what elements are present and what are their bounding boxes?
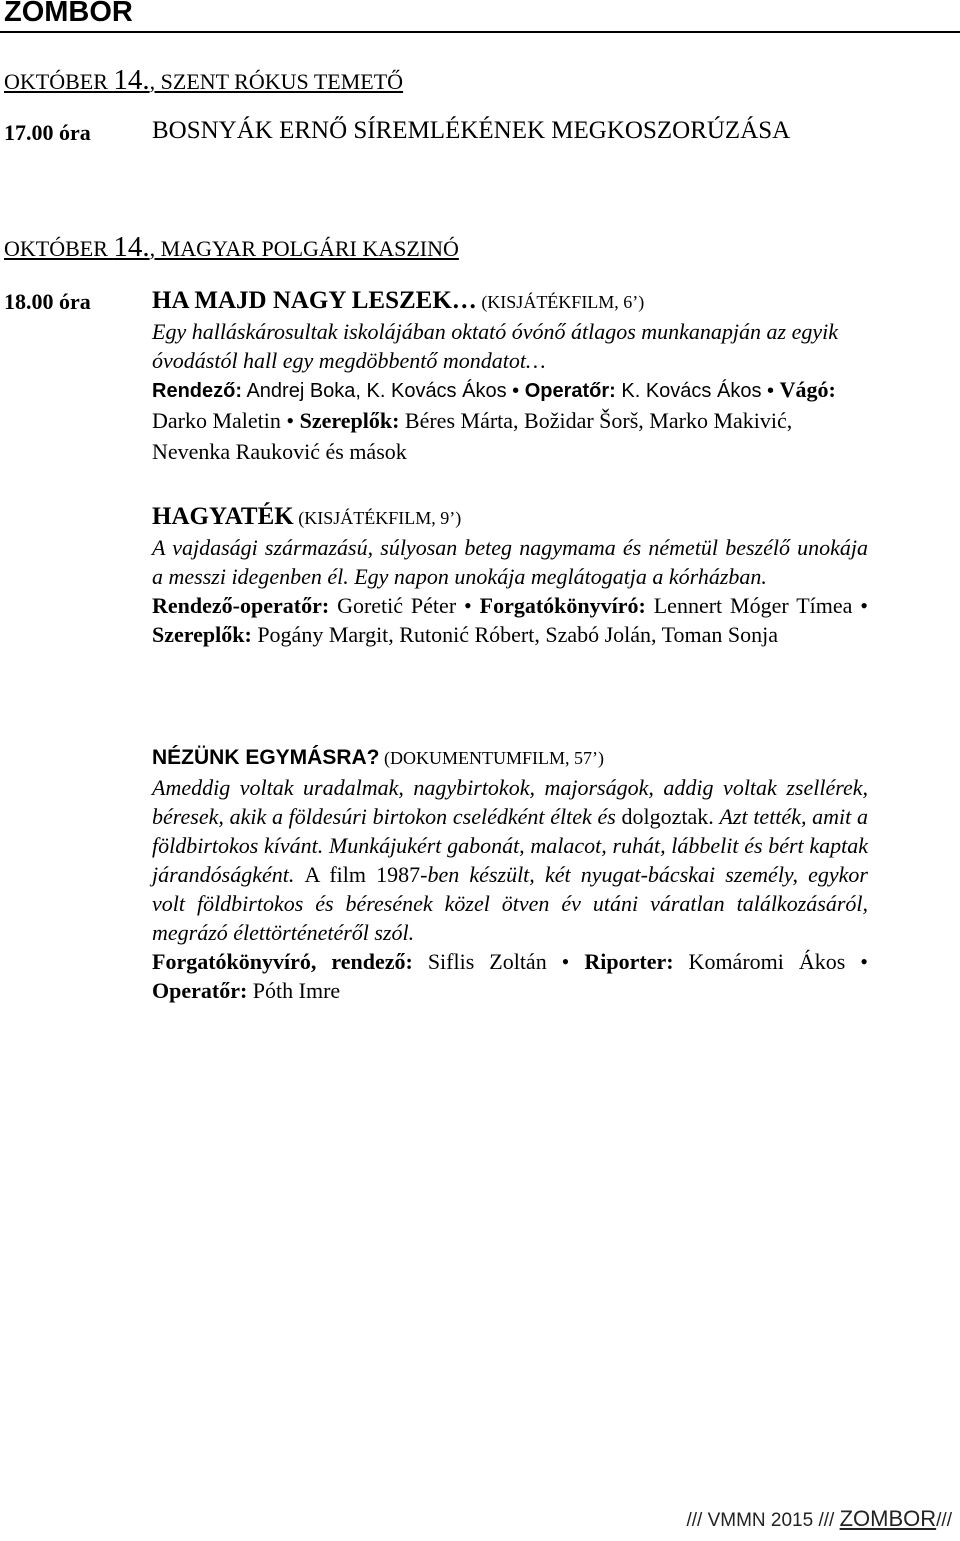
film-meta: (KISJÁTÉKFILM, 6’) (476, 292, 645, 312)
event-time-1: 17.00 óra (4, 120, 91, 145)
film-title: HA MAJD NAGY LESZEK… (152, 287, 477, 314)
footer-place: ZOMBOR (839, 1506, 937, 1531)
heading-venue: , MAGYAR POLGÁRI KASZINÓ (149, 236, 459, 261)
heading-date-word: OKTÓBER (4, 69, 114, 94)
film-title-line (152, 502, 868, 533)
film-meta: (DOKUMENTUMFILM, 57’) (379, 748, 604, 768)
film-synopsis: Ameddig voltak uradalmak, nagybirtokok, majorságok, addig voltak zsellérek, béresek, akik a földesúri birtokon cselédként éltek és dolgoztak. Azt tették, amit a földbirtokos kívánt. Munkájukért gabonát, malacot, ruhát, lábbelit és bért kaptak járandóságként. A film 1987-ben készült, két nyugat-bácskai személy, egykor volt földbirtokos és béresének közel ötven év utáni váratlan találkozásáról, megrázó élettörténetéről szól. (152, 775, 868, 945)
event-title-1: BOSNYÁK ERNŐ SÍREMLÉKÉNEK MEGKOSZORÚZÁSA (152, 117, 791, 144)
film-title-line (152, 286, 868, 317)
section-heading-2 (4, 231, 459, 264)
film-synopsis: Egy halláskárosultak iskolájában oktató óvónő átlagos munkanapján az egyik óvodástól hall egy megdöbbentő mondatot… (152, 319, 838, 373)
film-title-line (152, 742, 868, 773)
film-entry-1 (152, 286, 868, 468)
film-credits: Rendező: Andrej Boka, K. Kovács Ákos • Operatőr: K. Kovács Ákos • Vágó: Darko Maletin • Szereplők: Béres Márta, Božidar Šorš, Marko Makivić, Nevenka Rauković és mások (152, 377, 836, 464)
film-credits: Rendező-operatőr: Goretić Péter • Forgatókönyvíró: Lennert Móger Tímea • Szereplők: Pogány Margit, Rutonić Róbert, Szabó Jolán, Toman Sonja (152, 593, 868, 647)
event-time-2: 18.00 óra (4, 289, 91, 314)
film-synopsis: A vajdasági származású, súlyosan beteg nagymama és németül beszélő unokája a messzi idegenben él. Egy napon unokája meglátogatja a kórházban. (152, 535, 868, 589)
header-divider (0, 31, 960, 33)
film-title: NÉZÜNK EGYMÁSRA? (152, 746, 380, 769)
heading-date-number: 14. (113, 64, 150, 96)
page-footer: /// VMMN 2015 /// ZOMBOR/// (686, 1506, 952, 1531)
film-meta: (KISJÁTÉKFILM, 9’) (293, 508, 462, 528)
film-entry-2 (152, 502, 868, 649)
page-header-title: ZOMBOR (4, 0, 133, 28)
heading-date-number: 14. (113, 231, 150, 263)
film-credits: Forgatókönyvíró, rendező: Siflis Zoltán • Riporter: Komáromi Ákos • Operatőr: Póth Imre (152, 949, 868, 1003)
heading-venue: , SZENT RÓKUS TEMETŐ (149, 69, 404, 94)
film-entry-3 (152, 742, 868, 1005)
heading-date-word: OKTÓBER (4, 236, 114, 261)
film-title: HAGYATÉK (152, 503, 294, 530)
section-heading-1 (4, 64, 403, 97)
